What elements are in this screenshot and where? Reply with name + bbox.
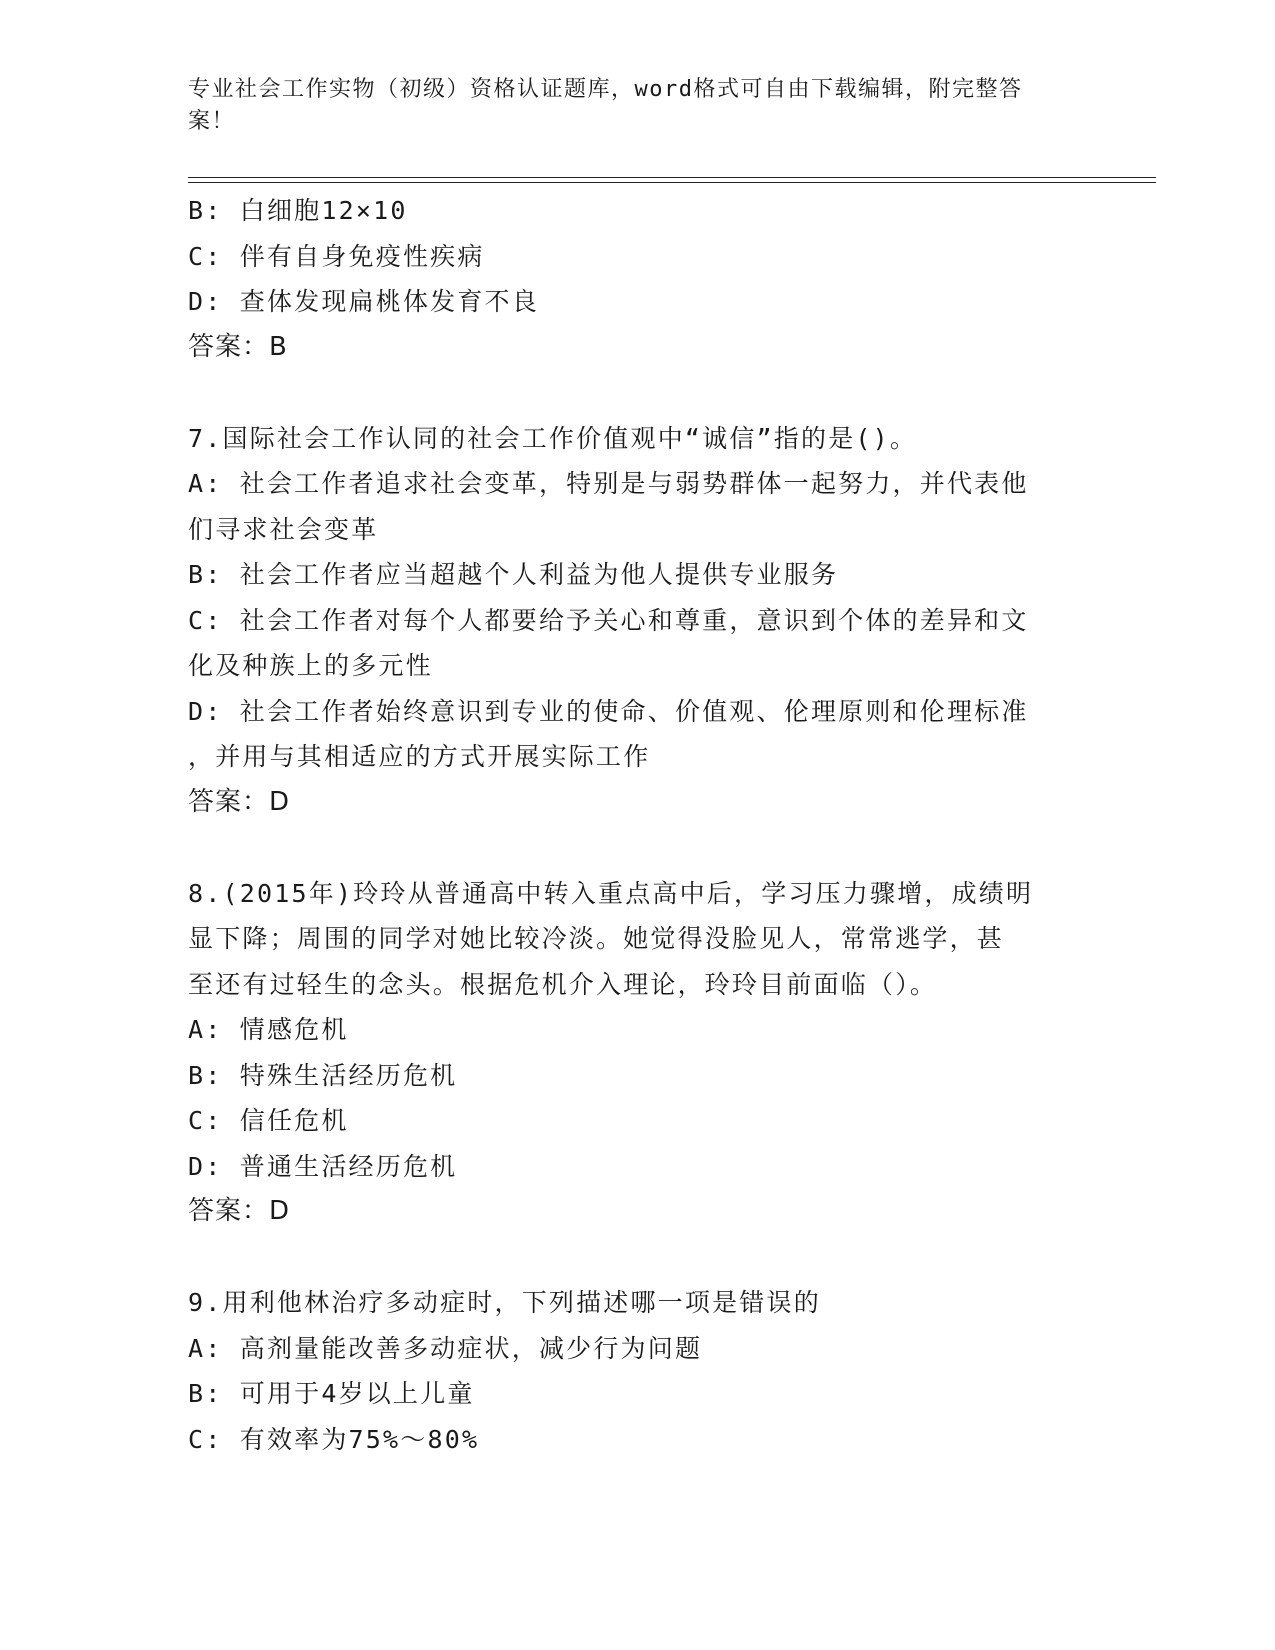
question-7 — [188, 416, 1078, 826]
q9-option-b: B: 可用于4岁以上儿童 — [188, 1379, 475, 1408]
q7-stem: 7.国际社会工作认同的社会工作价值观中“诚信”指的是()。 — [188, 423, 918, 453]
q8-option-b: B: 特殊生活经历危机 — [188, 1060, 458, 1090]
q8-answer: 答案：D — [188, 1196, 291, 1226]
q8-stem-line-2: 显下降；周围的同学对她比较冷淡。她觉得没脸见人，常常逃学，甚 — [188, 924, 1005, 953]
question-9 — [188, 1280, 1078, 1462]
q6-option-c: C: 伴有自身免疫性疾病 — [188, 241, 485, 271]
q9-stem: 9.用利他林治疗多动症时，下列描述哪一项是错误的 — [188, 1288, 821, 1317]
q7-option-c-line-1: C: 社会工作者对每个人都要给予关心和尊重，意识到个体的差异和文 — [188, 605, 1029, 635]
header-line-1: 专业社会工作实物（初级）资格认证题库，word格式可自由下载编辑，附完整答 — [188, 77, 1023, 102]
q7-answer: 答案：D — [188, 786, 291, 817]
q7-option-a-line-2: 们寻求社会变革 — [188, 514, 379, 544]
q8-option-a: A: 情感危机 — [188, 1015, 349, 1044]
q8-stem-line-3: 至还有过轻生的念头。根据危机介入理论，玲玲目前面临（）。 — [188, 969, 938, 999]
question-content — [188, 188, 1078, 1462]
question-6-tail — [188, 188, 1078, 370]
spacer — [188, 370, 1078, 416]
q7-option-b: B: 社会工作者应当超越个人利益为他人提供专业服务 — [188, 560, 839, 589]
header-divider-bottom — [188, 182, 1156, 183]
header-line-2: 案！ — [188, 109, 236, 134]
q6-option-b: B: 白细胞12×10 — [188, 196, 408, 225]
q8-option-d: D: 普通生活经历危机 — [188, 1151, 458, 1181]
page-header — [188, 74, 1058, 138]
q9-option-a: A: 高剂量能改善多动症状，减少行为问题 — [188, 1333, 703, 1363]
q7-option-c-line-2: 化及种族上的多元性 — [188, 651, 433, 680]
question-8 — [188, 871, 1078, 1235]
q6-option-d: D: 查体发现扁桃体发育不良 — [188, 287, 539, 316]
q6-answer: 答案：B — [188, 331, 288, 362]
q9-option-c: C: 有效率为75%～80% — [188, 1424, 480, 1454]
spacer — [188, 1235, 1078, 1281]
spacer — [188, 825, 1078, 871]
q7-option-d-line-1: D: 社会工作者始终意识到专业的使命、价值观、伦理原则和伦理标准 — [188, 696, 1029, 726]
q8-stem-line-1: 8.(2015年)玲玲从普通高中转入重点高中后，学习压力骤增，成绩明 — [188, 878, 1034, 908]
q7-option-a-line-1: A: 社会工作者追求社会变革，特别是与弱势群体一起努力，并代表他 — [188, 469, 1029, 498]
header-divider-top — [188, 177, 1156, 178]
q8-option-c: C: 信任危机 — [188, 1106, 349, 1135]
q7-option-d-line-2: ，并用与其相适应的方式开展实际工作 — [188, 742, 651, 771]
